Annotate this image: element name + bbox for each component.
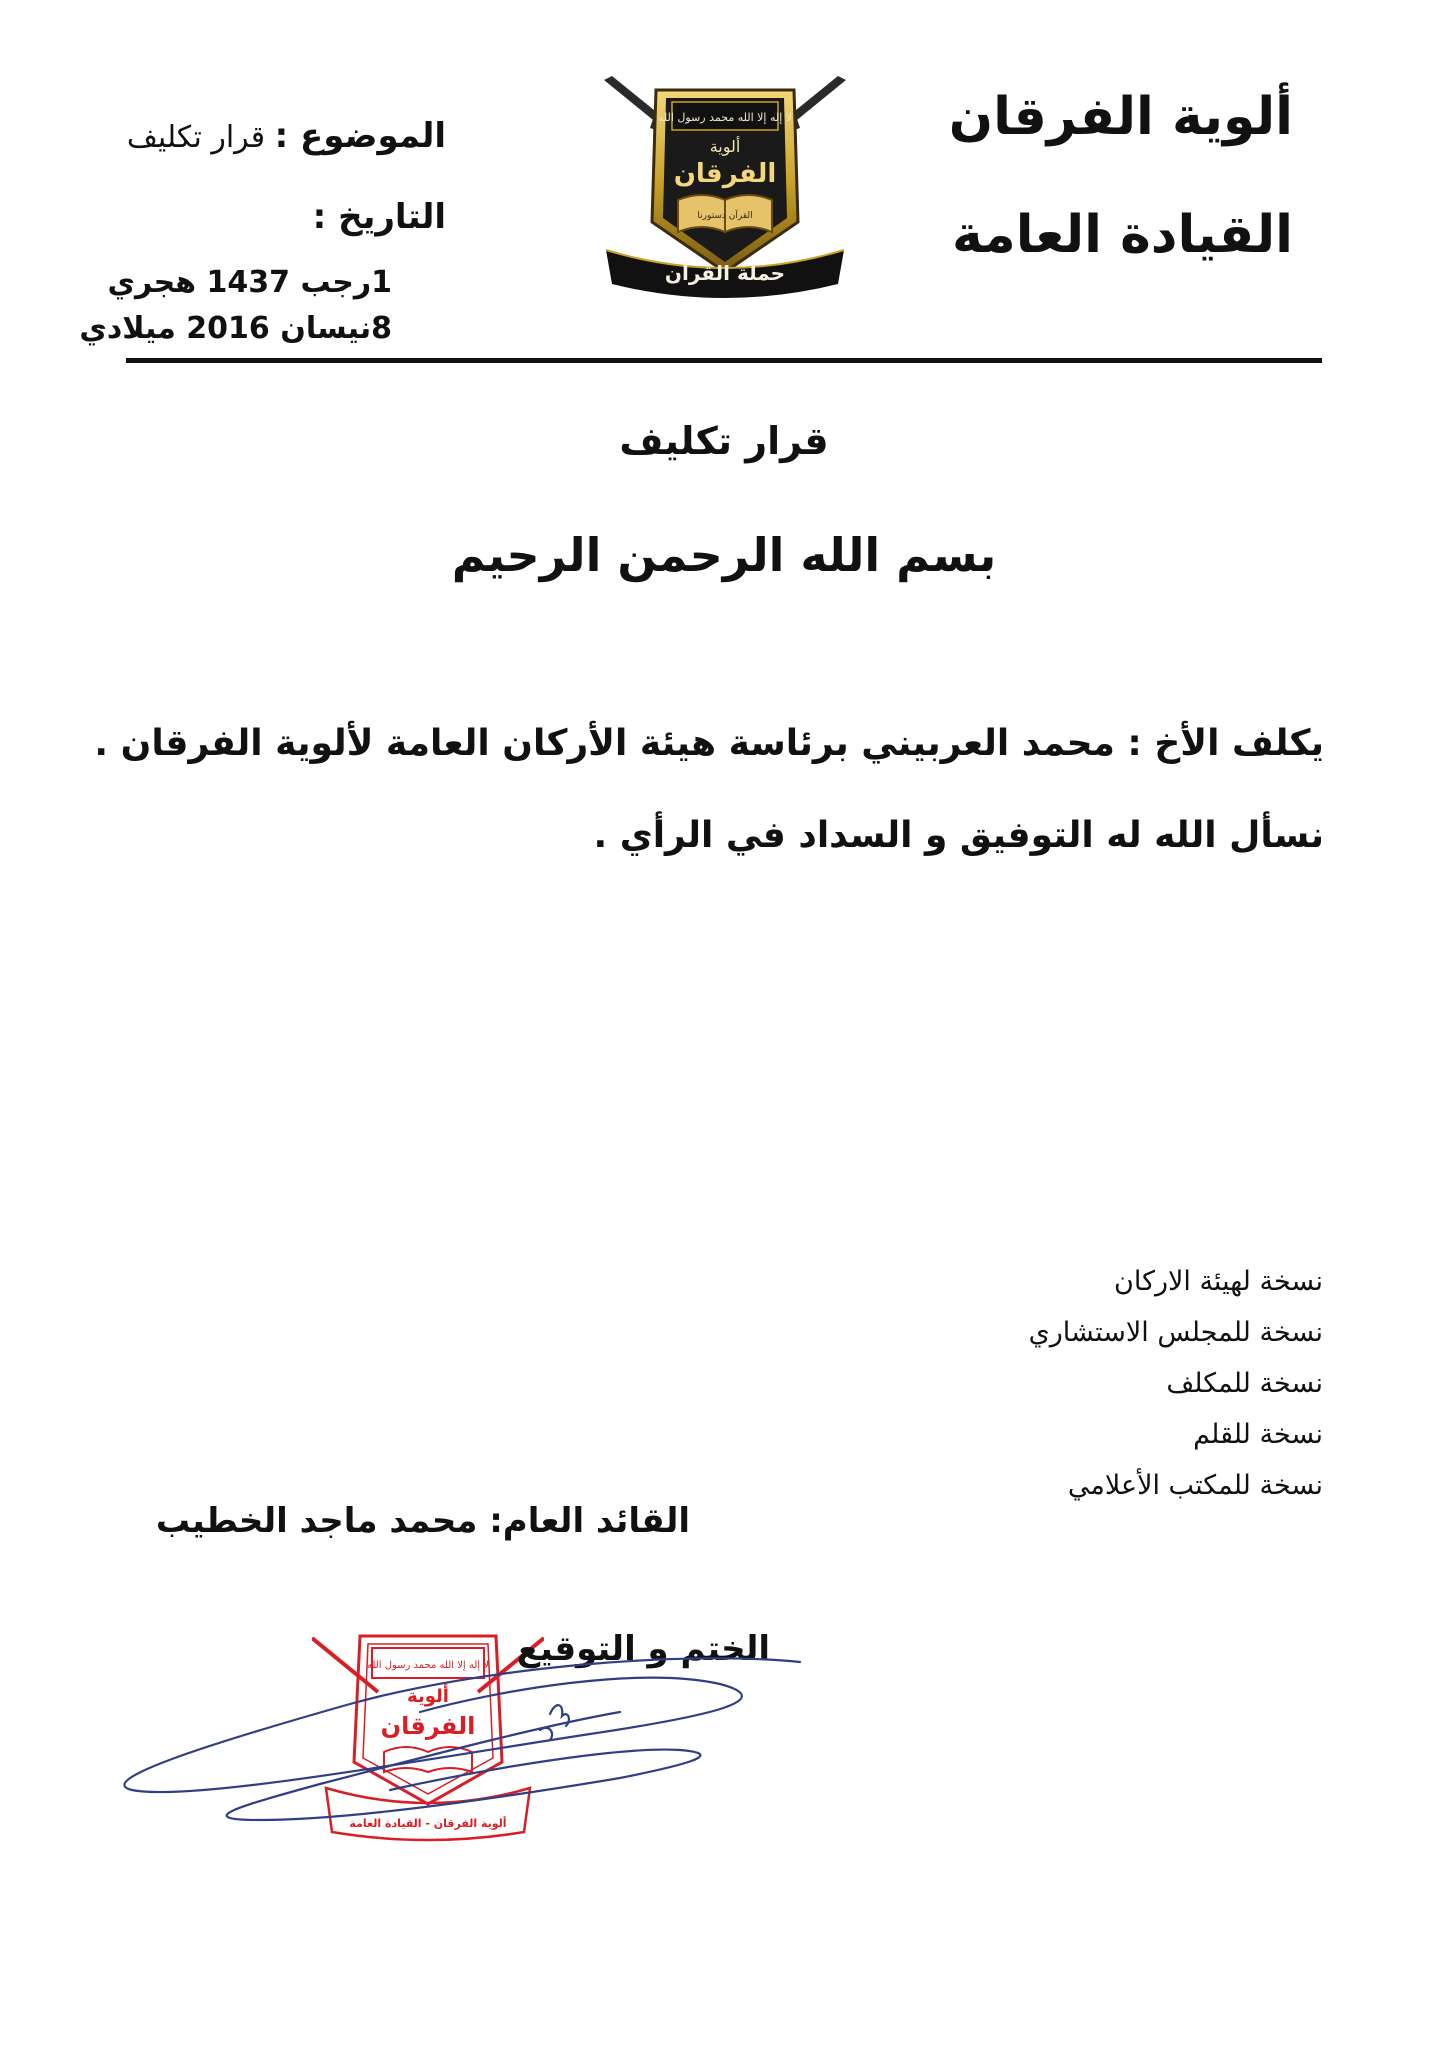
organization-logo — [598, 72, 852, 306]
list-item: نسخة للمكتب الأعلامي — [1067, 1470, 1323, 1501]
svg-text:الفرقان: الفرقان — [673, 159, 777, 189]
document-title: قرار تكليف — [619, 419, 829, 463]
list-item: نسخة للمكلف — [1166, 1368, 1323, 1399]
book-icon — [678, 195, 772, 232]
subject-label: الموضوع : — [274, 116, 446, 156]
subject-value: قرار تكليف — [126, 120, 266, 155]
svg-text:القرآن دستورنا: القرآن دستورنا — [697, 211, 753, 221]
svg-text:ألوية: ألوية — [709, 137, 741, 156]
header-divider — [126, 358, 1322, 363]
svg-text:ألوية الفرقان - القيادة العامة: ألوية الفرقان - القيادة العامة — [349, 1817, 507, 1830]
date-label: التاريخ : — [312, 197, 446, 237]
list-item: نسخة للقلم — [1193, 1419, 1323, 1450]
date-hijri: 1رجب 1437 هجري — [107, 265, 392, 300]
list-item: نسخة للمجلس الاستشاري — [1028, 1317, 1323, 1348]
svg-text:ألوية: ألوية — [407, 1686, 449, 1707]
basmala: بسم الله الرحمن الرحيم — [451, 528, 997, 582]
assignment-text: يكلف الأخ : محمد العربيني برئاسة هيئة الأركان العامة لألوية الفرقان . — [94, 723, 1324, 764]
svg-text:حملة القرآن: حملة القرآن — [664, 261, 786, 285]
list-item: نسخة لهيئة الاركان — [1114, 1266, 1323, 1297]
svg-text:الفرقان: الفرقان — [380, 1712, 476, 1740]
svg-text:لا إله إلا الله محمد رسول الله: لا إله إلا الله محمد رسول الله — [367, 1660, 489, 1671]
organization-command: القيادة العامة — [952, 205, 1293, 265]
handwritten-signature — [120, 1630, 820, 1830]
commander-name: القائد العام: محمد ماجد الخطيب — [155, 1501, 690, 1541]
svg-text:لا إله إلا الله محمد رسول الله: لا إله إلا الله محمد رسول الله — [657, 111, 793, 124]
copies-list — [843, 1256, 1323, 1511]
prayer-text: نسأل الله له التوفيق و السداد في الرأي . — [593, 815, 1324, 856]
subject-line — [126, 114, 446, 160]
date-gregorian: 8نيسان 2016 ميلادي — [79, 311, 392, 346]
signature-label: الختم و التوقيع — [516, 1629, 770, 1669]
organization-name: ألوية الفرقان — [948, 87, 1293, 147]
